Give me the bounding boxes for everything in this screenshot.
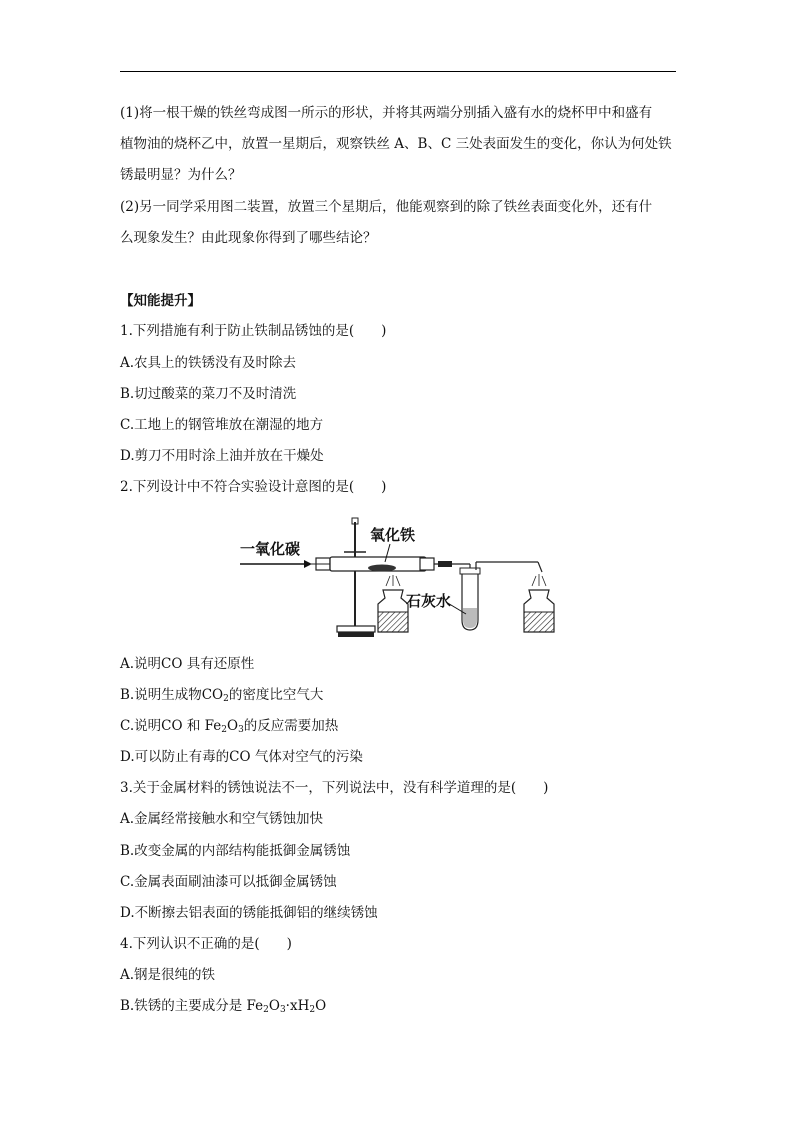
question-2-option-d: D.可以防止有毒的CO 气体对空气的污染 [120, 749, 363, 765]
right-stopper [420, 558, 434, 570]
q2c-text-3: 的反应需要加热 [243, 718, 339, 734]
question-1-option-c: C.工地上的钢管堆放在潮湿的地方 [120, 417, 324, 433]
flame-stroke [532, 576, 536, 586]
question-4-option-a: A.钢是很纯的铁 [120, 967, 216, 983]
q1-text-line1: (1)将一根干燥的铁丝弯成图一所示的形状，并将其两端分别插入盛有水的烧杯甲中和盛有 [120, 105, 653, 121]
flame-stroke [542, 576, 546, 586]
question-4-option-b [120, 997, 326, 1019]
section-title: 【知能提升】 [120, 293, 201, 309]
q4b-text-1: B.铁锈的主要成分是 Fe [120, 998, 264, 1014]
stand-base [338, 632, 374, 637]
header-rule [120, 71, 676, 72]
stand-base-top [337, 626, 375, 632]
alcohol-lamp-1-fuel [378, 612, 408, 632]
question-3-option-c: C.金属表面刷油漆可以抵御金属锈蚀 [120, 874, 337, 890]
q1-text-line3: 锈最明显？为什么？ [120, 167, 242, 183]
label-iron-oxide: 氧化铁 [370, 526, 416, 544]
question-1-option-b: B.切过酸菜的菜刀不及时清洗 [120, 386, 297, 402]
q2b-text-2: 的密度比空气大 [228, 687, 324, 703]
question-3-option-a: A.金属经常接触水和空气锈蚀加快 [120, 811, 324, 827]
question-2-option-b [120, 686, 323, 708]
label-carbon-monoxide: 一氧化碳 [240, 540, 301, 558]
apparatus-figure [240, 512, 558, 638]
q4b-text-3: ·xH [285, 998, 310, 1014]
apparatus-diagram [240, 512, 558, 638]
q4b-text-2: O [268, 998, 280, 1014]
question-2-stem: 2.下列设计中不符合实验设计意图的是( ) [120, 479, 387, 495]
q4b-sub-2: 3 [279, 1005, 286, 1015]
q2b-text-1: B.说明生成物CO [120, 687, 224, 703]
q4b-sub-1: 2 [263, 1005, 269, 1015]
q2c-text-2: O [226, 718, 239, 734]
flame-stroke [386, 576, 390, 586]
q2c-text-1: C.说明CO 和 Fe [120, 718, 222, 734]
question-3-option-d: D.不断擦去铝表面的锈能抵御铝的继续锈蚀 [120, 905, 378, 921]
label-limewater: 石灰水 [406, 592, 452, 610]
q2b-sub: 2 [223, 694, 229, 704]
limewater-liquid [463, 608, 477, 628]
question-4-stem: 4.下列认识不正确的是( ) [120, 936, 292, 952]
q1-text-line2: 植物油的烧杯乙中，放置一星期后，观察铁丝 A、B、C 三处表面发生的变化，你认为何处铁 [120, 136, 672, 152]
question-3-stem: 3.关于金属材料的锈蚀说法不一，下列说法中，没有科学道理的是( ) [120, 780, 549, 796]
q4b-sub-3: 2 [309, 1005, 316, 1015]
question-1-stem: 1.下列措施有利于防止铁制品锈蚀的是( ) [120, 323, 387, 339]
exhaust-tube-tip [538, 562, 542, 572]
question-1-option-d: D.剪刀不用时涂上油并放在干燥处 [120, 448, 324, 464]
q2c-sub-2: 3 [238, 725, 244, 735]
alcohol-lamp-2-fuel [524, 612, 554, 632]
question-1-option-a: A.农具上的铁锈没有及时除去 [120, 355, 297, 371]
question-2-option-c [120, 717, 338, 739]
rubber-connector [438, 561, 452, 567]
iron-oxide-sample [368, 565, 396, 572]
test-tube-stopper [460, 568, 480, 574]
q4b-text-4: O [315, 998, 327, 1014]
question-2-option-a: A.说明CO 具有还原性 [120, 656, 255, 672]
flame-stroke [396, 576, 400, 586]
q2-text-line2: 么现象发生？由此现象你得到了哪些结论？ [120, 230, 377, 246]
q2c-sub-1: 2 [221, 725, 227, 735]
question-3-option-b: B.改变金属的内部结构能抵御金属锈蚀 [120, 843, 351, 859]
q2-text-line1: (2)另一同学采用图二装置，放置三个星期后，他能观察到的除了铁丝表面变化外，还有什 [120, 199, 653, 215]
